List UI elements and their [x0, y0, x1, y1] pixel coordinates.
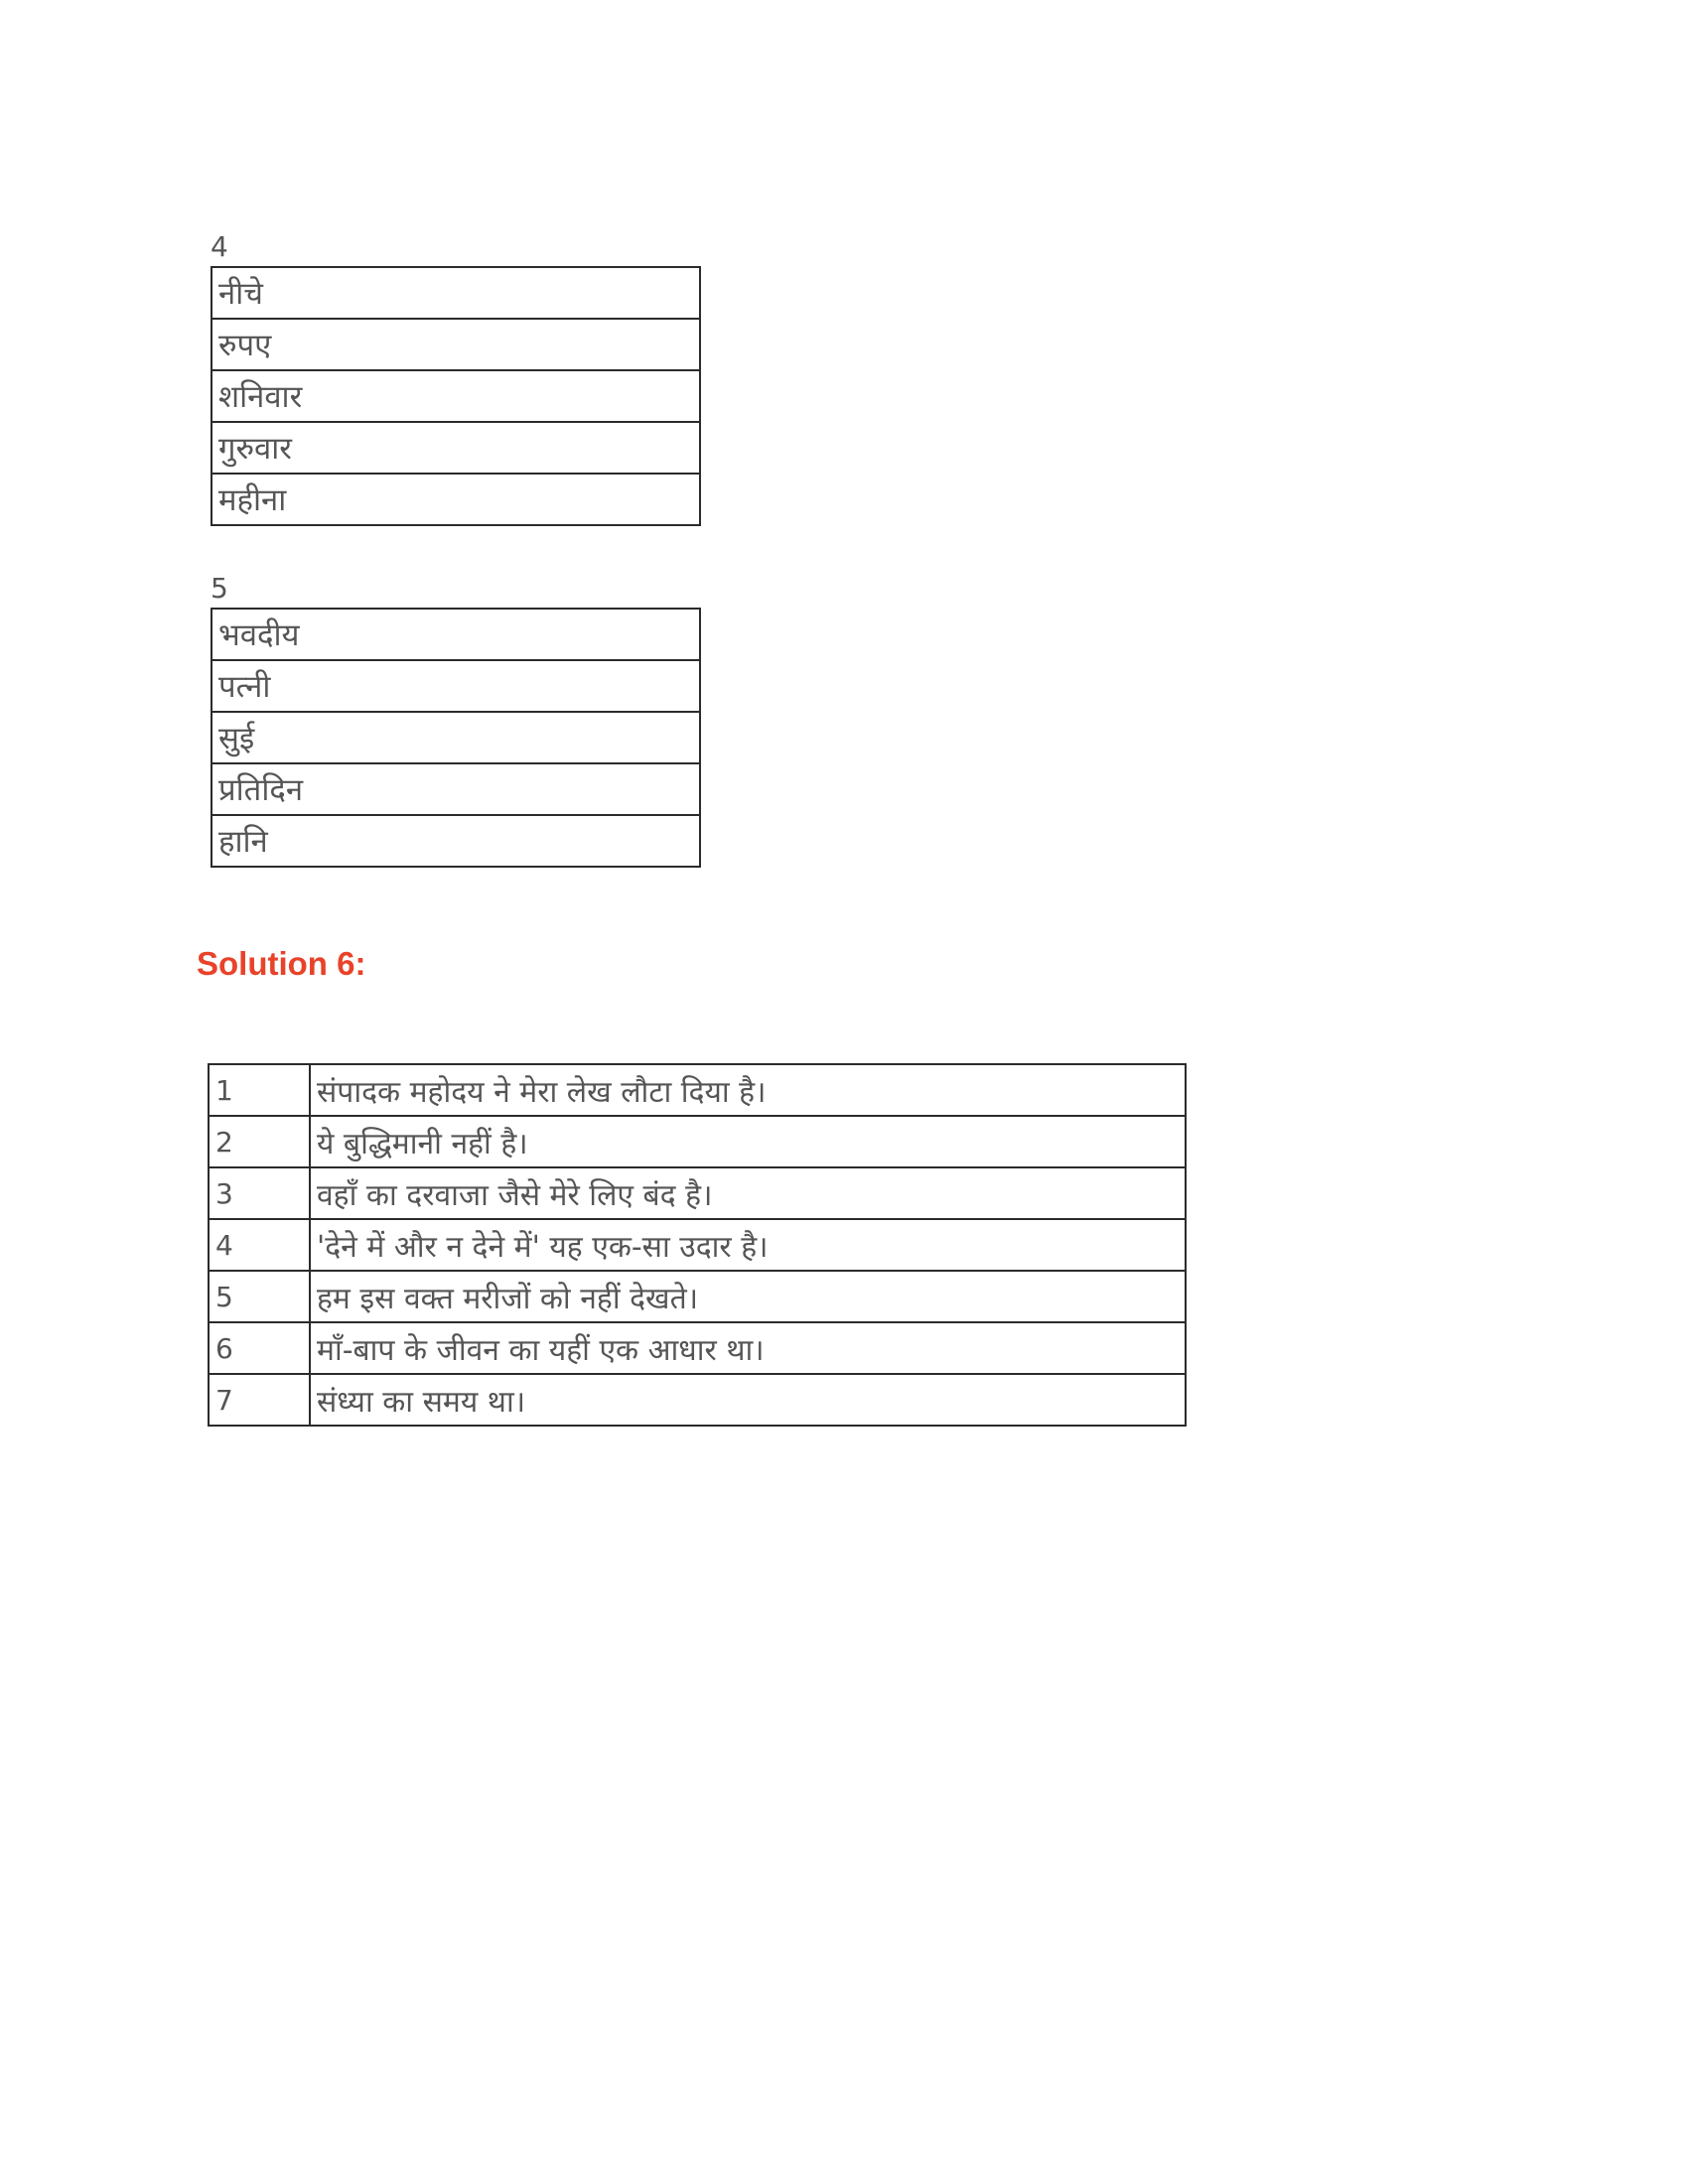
table-row	[211, 422, 700, 474]
table-row	[209, 1167, 1186, 1219]
sentence-cell: वहाँ का दरवाजा जैसे मेरे लिए बंद है।	[310, 1167, 1186, 1219]
word-cell: रुपए	[211, 319, 700, 370]
sentence-cell: ये बुद्धिमानी नहीं है।	[310, 1116, 1186, 1167]
word-cell: प्रतिदिन	[211, 763, 700, 815]
table-row	[211, 370, 700, 422]
table-row	[211, 267, 700, 319]
sentence-cell: 'देने में और न देने में' यह एक-सा उदार है।	[310, 1219, 1186, 1271]
word-cell: हानि	[211, 815, 700, 867]
sentence-cell: माँ-बाप के जीवन का यहीं एक आधार था।	[310, 1322, 1186, 1374]
table-row	[209, 1271, 1186, 1322]
row-number: 1	[209, 1064, 310, 1116]
table-row	[211, 815, 700, 867]
word-cell: शनिवार	[211, 370, 700, 422]
word-cell: सुई	[211, 712, 700, 763]
sentence-cell: संपादक महोदय ने मेरा लेख लौटा दिया है।	[310, 1064, 1186, 1116]
table-row	[211, 660, 700, 712]
row-number: 2	[209, 1116, 310, 1167]
solution-heading: Solution 6:	[197, 945, 366, 982]
table-row	[209, 1064, 1186, 1116]
table-row	[209, 1374, 1186, 1426]
group-5-table	[211, 608, 701, 868]
group-4-table	[211, 266, 701, 526]
group-4-label: 4	[211, 230, 228, 263]
table-row	[209, 1116, 1186, 1167]
table-row	[211, 319, 700, 370]
table-row	[211, 609, 700, 660]
word-cell: गुरुवार	[211, 422, 700, 474]
row-number: 6	[209, 1322, 310, 1374]
word-cell: नीचे	[211, 267, 700, 319]
table-row	[209, 1219, 1186, 1271]
row-number: 4	[209, 1219, 310, 1271]
table-row	[211, 763, 700, 815]
word-cell: महीना	[211, 474, 700, 525]
sentence-cell: संध्या का समय था।	[310, 1374, 1186, 1426]
table-row	[209, 1322, 1186, 1374]
word-cell: भवदीय	[211, 609, 700, 660]
row-number: 3	[209, 1167, 310, 1219]
row-number: 7	[209, 1374, 310, 1426]
group-5-label: 5	[211, 572, 228, 605]
table-row	[211, 712, 700, 763]
row-number: 5	[209, 1271, 310, 1322]
word-cell: पत्नी	[211, 660, 700, 712]
sentence-cell: हम इस वक्त मरीजों को नहीं देखते।	[310, 1271, 1186, 1322]
table-row	[211, 474, 700, 525]
solution-table	[208, 1063, 1187, 1427]
